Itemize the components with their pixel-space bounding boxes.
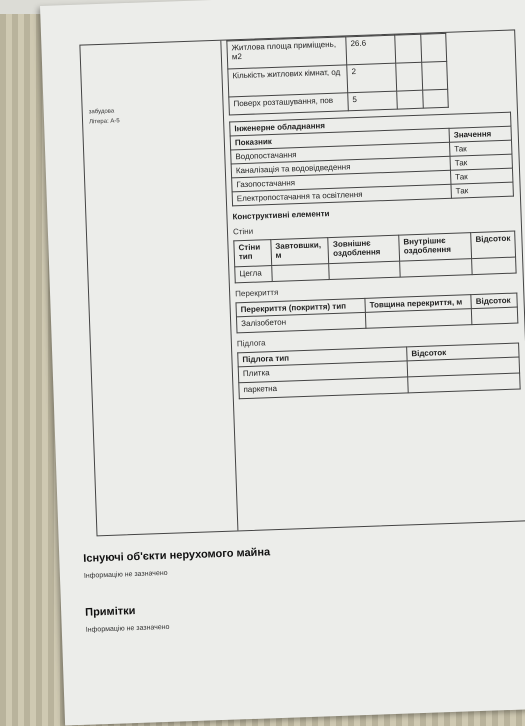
walls-table (233, 231, 516, 284)
ceiling-header: Відсоток (471, 293, 517, 309)
notes-note: Інформацію не зазначено (85, 623, 170, 634)
engineering-value: Так (450, 154, 512, 170)
existing-objects-title: Існуючі об'єкти нерухомого майна (83, 546, 271, 565)
walls-header: Зовнішнє оздоблення (328, 235, 399, 263)
engineering-name: Каналізація та водовідведення (231, 156, 450, 178)
engineering-name: Водопостачання (231, 142, 450, 164)
area-value: 26.6 (346, 35, 396, 65)
floor-header: Відсоток (407, 343, 519, 361)
walls-cell (400, 259, 473, 278)
walls-cell (271, 264, 329, 282)
walls-header: Завтовшки, м (271, 238, 329, 266)
notes-title: Примітки (84, 605, 136, 619)
floor-label: Підлога (236, 338, 266, 349)
engineering-title: Інженерне обладнання (230, 112, 511, 136)
area-table (226, 33, 448, 116)
empty-cell (421, 61, 447, 90)
ceiling-table (235, 293, 518, 334)
ceiling-cell: Залізобетон (236, 312, 365, 332)
walls-cell (472, 257, 516, 275)
walls-cell: Цегла (235, 266, 272, 283)
engineering-table (229, 112, 514, 207)
engineering-value: Так (450, 140, 512, 156)
details-frame (79, 29, 525, 536)
floor-cell (408, 373, 520, 393)
side-note-building: забудова (88, 108, 115, 116)
floor-num-value: 5 (348, 91, 398, 111)
floor-num-label: Поверх розташування, пов (229, 93, 349, 115)
engineering-value: Так (451, 182, 513, 198)
ceiling-cell (365, 309, 472, 329)
ceiling-header: Товщина перекриття, м (365, 295, 472, 313)
document-page (40, 0, 525, 726)
rooms-value: 2 (347, 63, 397, 93)
empty-cell (420, 33, 446, 62)
walls-header: Стіни тип (234, 240, 272, 267)
floor-cell: паркетна (239, 377, 408, 399)
area-label: Житлова площа приміщень, м2 (227, 37, 347, 69)
existing-objects-note: Інформацію не зазначено (83, 569, 168, 580)
construct-title: Конструктивні елементи (232, 209, 330, 222)
side-note-letter: Літера: А-5 (88, 118, 120, 126)
walls-label: Стіни (232, 226, 254, 237)
rooms-label: Кількість житлових кімнат, од (228, 65, 348, 97)
empty-cell (397, 90, 423, 109)
floor-header: Підлога тип (238, 347, 407, 367)
engineering-col-indicator: Показник (230, 128, 449, 150)
engineering-value: Так (450, 168, 512, 184)
engineering-name: Електропостачання та освітлення (232, 184, 451, 206)
floor-cell: Плитка (238, 361, 407, 383)
ceiling-cell (472, 307, 518, 325)
empty-cell (396, 62, 422, 91)
walls-cell (329, 261, 400, 279)
empty-cell (422, 89, 448, 108)
engineering-name: Газопостачання (232, 170, 451, 192)
details-content (226, 31, 520, 400)
ceiling-header: Перекриття (покриття) тип (236, 298, 365, 316)
engineering-col-value: Значення (449, 126, 511, 142)
ceiling-label: Перекриття (235, 287, 279, 299)
walls-header: Внутрішнє оздоблення (399, 233, 472, 262)
floor-table (237, 342, 520, 399)
walls-header: Відсоток (471, 231, 516, 259)
side-notes (89, 106, 120, 127)
empty-cell (395, 34, 421, 63)
